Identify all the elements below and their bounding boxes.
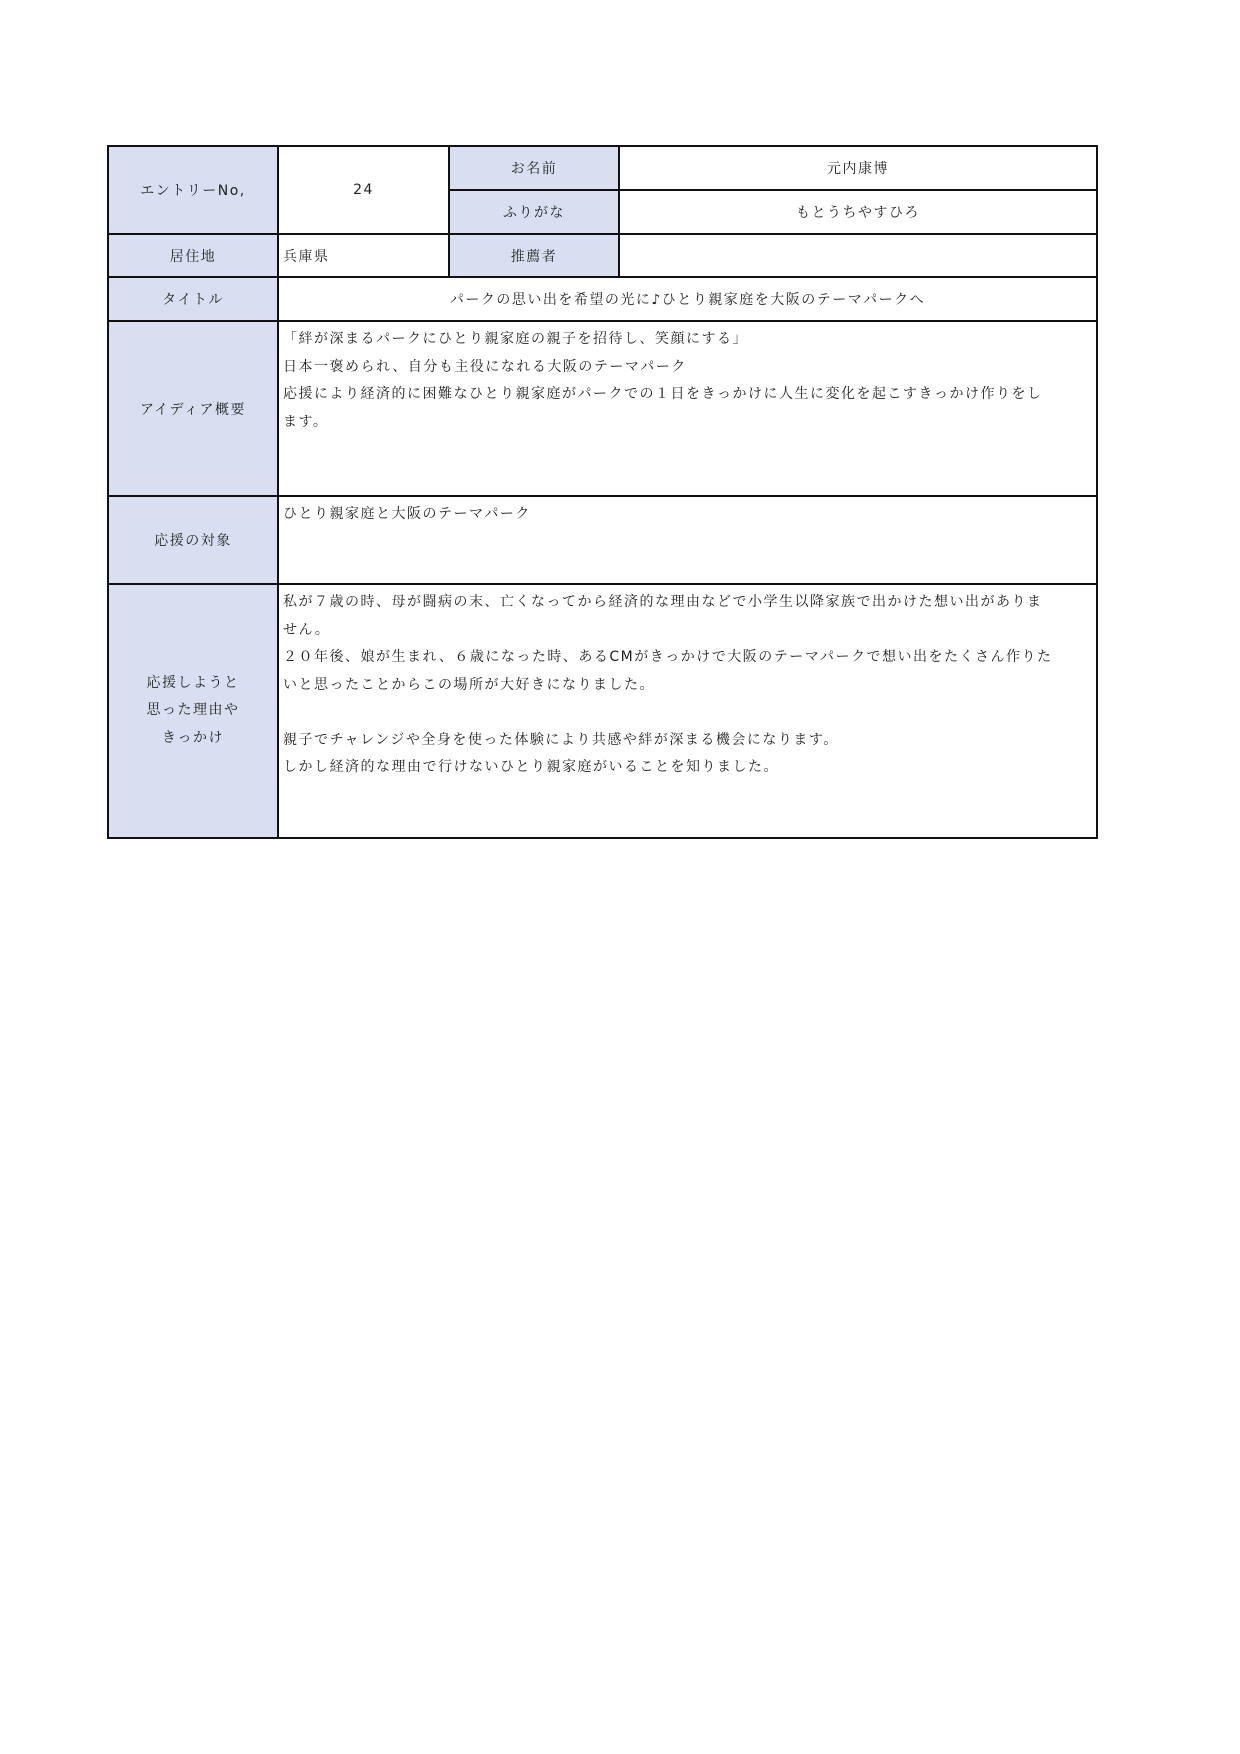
support-reason-label <box>108 584 278 838</box>
reason-line: 親子でチャレンジや全身を使った体験により共感や絆が深まる機会になります。 <box>283 731 839 748</box>
reason-label-line: 思った理由や <box>146 702 240 719</box>
reason-line <box>283 699 1093 727</box>
idea-summary-label: アイディア概要 <box>108 321 278 496</box>
idea-summary-body <box>278 321 1097 496</box>
entry-number-value: 24 <box>278 146 449 234</box>
idea-line: ます。 <box>283 413 329 430</box>
reason-line: しかし経済的な理由で行けないひとり親家庭がいることを知りました。 <box>283 759 779 775</box>
reason-label-line: きっかけ <box>162 729 224 746</box>
reason-line: 私が７歳の時、母が闘病の末、亡くなってから経済的な理由などで小学生以降家族で出かけた想い出がありま <box>283 594 1043 610</box>
reason-line: せん。 <box>283 621 331 638</box>
entry-number-label: エントリーNo, <box>108 146 278 234</box>
name-value: 元内康博 <box>619 146 1097 190</box>
support-target-label: 応援の対象 <box>108 496 278 584</box>
title-value: パークの思い出を希望の光に♪ひとり親家庭を大阪のテーマパークへ <box>278 277 1097 321</box>
residence-value: 兵庫県 <box>278 234 449 277</box>
support-reason-body <box>278 584 1097 838</box>
recommender-label: 推薦者 <box>449 234 619 277</box>
furigana-value: もとうちやすひろ <box>619 190 1097 234</box>
idea-line: 日本一褒められ、自分も主役になれる大阪のテーマパーク <box>283 358 687 375</box>
title-label: タイトル <box>108 277 278 321</box>
reason-line: いと思ったことからこの場所が大好きになりました。 <box>283 676 655 693</box>
name-label: お名前 <box>449 146 619 190</box>
idea-line: 「絆が深まるパークにひとり親家庭の親子を招待し、笑顔にする」 <box>283 331 748 347</box>
entry-form-table <box>107 145 1098 839</box>
residence-label: 居住地 <box>108 234 278 277</box>
recommender-value <box>619 234 1097 277</box>
support-target-value: ひとり親家庭と大阪のテーマパーク <box>278 496 1097 584</box>
furigana-label: ふりがな <box>449 190 619 234</box>
idea-line: 応援により経済的に困難なひとり親家庭がパークでの１日をきっかけに人生に変化を起こすきっかけ作りをし <box>283 386 1043 402</box>
reason-label-line: 応援しようと <box>146 674 240 691</box>
reason-line: ２０年後、娘が生まれ、６歳になった時、あるCMがきっかけで大阪のテーマパークで想い出をたくさん作りた <box>283 649 1053 665</box>
